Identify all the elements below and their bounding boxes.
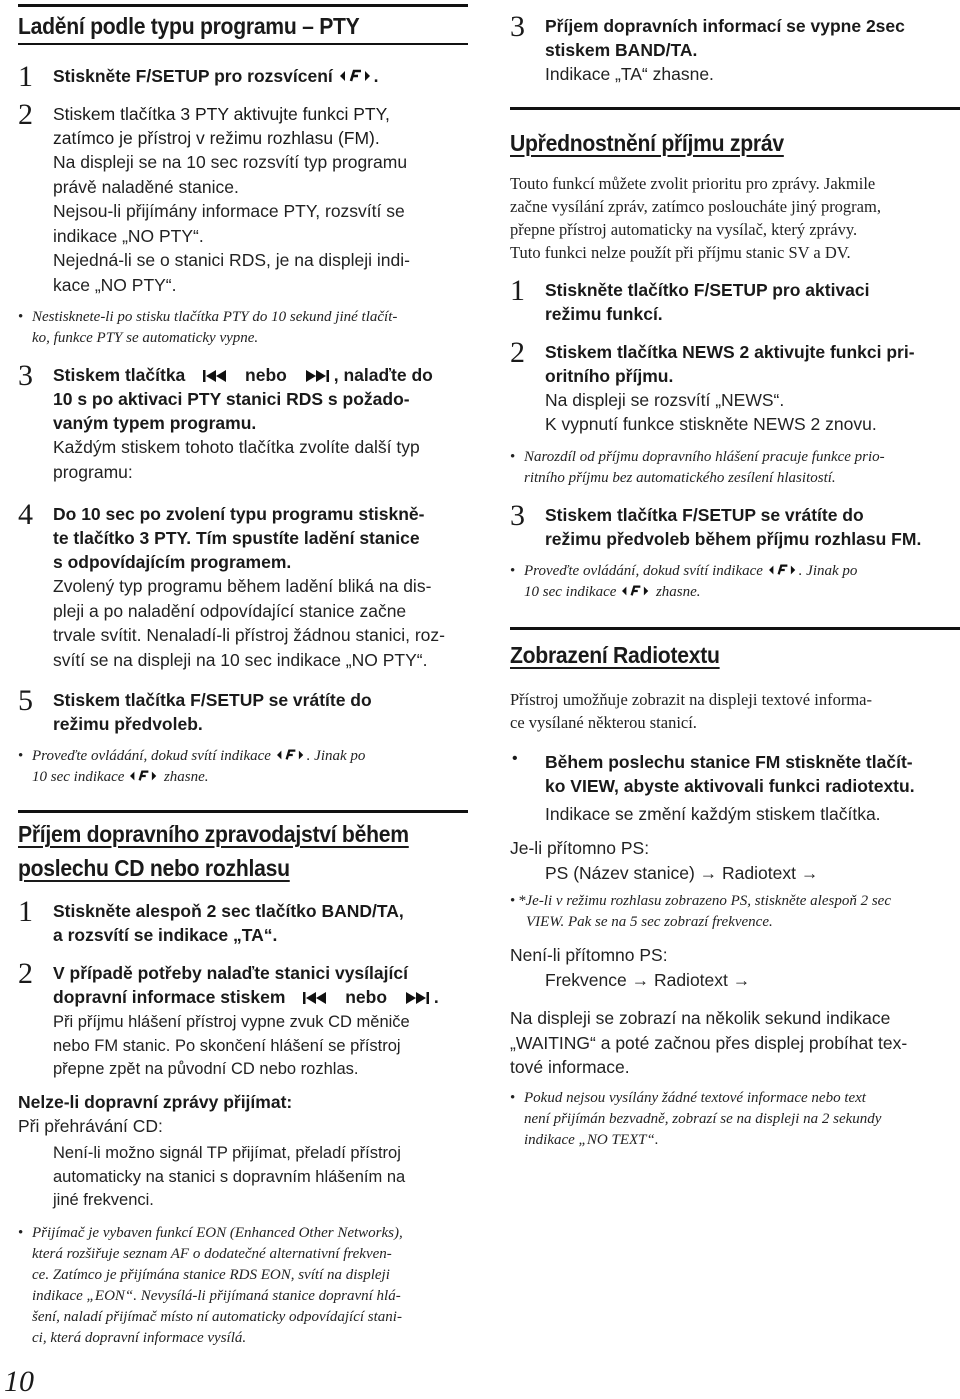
af-indicator-icon — [621, 584, 651, 598]
news-step-1: 1 Stiskněte tlačítko F/SETUP pro aktivaci režimu funkcí. — [510, 273, 870, 324]
news-note-1: • Narozdíl od příjmu dopravního hlášení pracuje funkce prio- ritního příjmu bez automatického zesílení hlasitostí. — [510, 447, 960, 489]
af-indicator-icon — [276, 748, 306, 762]
arrow-right-icon: → — [631, 969, 650, 990]
seek-forward-icon — [302, 369, 332, 383]
news-step-3: 3 Stiskem tlačítka F/SETUP se vrátíte do režimu předvoleb během příjmu rozhlasu FM. — [510, 498, 922, 549]
news-section-header — [510, 107, 960, 158]
ta-cannot-text: Není-li možno signál TP přijímat, přeladí přístroj automaticky na stanici s dopravním hlášením na jiné frekvenci. — [53, 1144, 406, 1209]
af-indicator-icon — [129, 769, 159, 783]
ta-eon-note: • Přijímač je vybaven funkcí EON (Enhanced Other Networks), která rozšiřuje seznam AF o dodatečné alternativní frekven- ce. Zatímco je přijímána stanice RDS EON, svítí na displeji indikace „EON“. Nevysílá-li přijímaná stanice dopravní hlá- šení, naladí přijímač místo ní automaticky odpovídající stani- ci, která dopravní informace vysílá. — [18, 1223, 468, 1349]
ta-cannot-subheading: Při přehrávání CD: — [18, 1115, 163, 1136]
news-title: Upřednostnění příjmu zpráv — [510, 129, 784, 156]
pty-step-4: 4 Do 10 sec po zvolení typu programu stiskně- te tlačítko 3 PTY. Tím spustíte ladění stanice s odpovídajícím programem. Zvolený typ programu během ladění bliká na dis- pleji a po naladění odpovídající stanice začne trvale svítit. Nenaladí-li přístroj žádnou stanici, roz- svítí se na displeji na 10 sec indikace „NO PTY“. — [18, 498, 445, 670]
left-column — [18, 0, 468, 1349]
step-number: 1 — [18, 60, 33, 93]
pty-step-5: 5 Stiskem tlačítka F/SETUP se vrátíte do režimu předvoleb. — [18, 684, 372, 734]
ta-section-header — [18, 810, 468, 883]
ta-step-1: 1 Stiskněte alespoň 2 sec tlačítko BAND/TA, a rozsvítí se indikace „TA“. — [18, 895, 404, 945]
ta-step-3: 3 Příjem dopravních informací se vypne 2sec stiskem BAND/TA. Indikace „TA“ zhasne. — [510, 10, 905, 84]
seek-back-icon — [300, 991, 330, 1005]
af-indicator-icon — [339, 68, 373, 84]
pty-step2-text: Na displeji se na 10 sec rozsvítí typ programu právě naladěné stanice. Nejsou-li přijímány informace PTY, rozsvítí se indikace „NO PTY“. Nejedná-li se o stanici RDS, je na displeji indi- kace „NO PTY“. — [53, 152, 410, 295]
rt-no-text-note: • Pokud nejsou vysílány žádné textové informace nebo text není přijímán bezvadně, zobrazí se na displeji na 2 sekundy indikace „NO TEXT“. — [510, 1088, 960, 1151]
pty-step-2: 2 Stiskem tlačítka 3 PTY aktivujte funkci PTY, zatímco je přístroj v režimu rozhlasu (FM). Na displeji se na 10 sec rozsvítí typ programu právě naladěné stanice. Nejsou-li přijímány informace PTY, rozsvítí se indikace „NO PTY“. Nejedná-li se o stanici RDS, je na displeji indi- kace „NO PTY“. — [18, 102, 468, 297]
right-column — [510, 0, 960, 1151]
seek-forward-icon — [402, 991, 432, 1005]
rt-title: Zobrazení Radiotextu — [510, 641, 720, 668]
af-indicator-icon — [768, 563, 798, 577]
rt-bullet-dot: • — [512, 749, 518, 767]
pty-note-1: • Nestisknete-li po stisku tlačítka PTY do 10 sekund jiné tlačít- ko, funkce PTY se automaticky vypne. — [18, 307, 468, 349]
rt-section-header — [510, 627, 960, 670]
pty-step2-bold: Stiskem tlačítka 3 PTY aktivujte funkci PTY, zatímco je přístroj v režimu rozhlasu (FM). — [53, 104, 390, 148]
rt-waiting-text: Na displeji se zobrazí na několik sekund indikace „WAITING“ a poté začnou přes displej probíhat tex- tové informace. — [510, 1008, 908, 1077]
ta-title-line-2: poslechu CD nebo rozhlasu — [18, 855, 290, 881]
rt-ps-note: • *Je-li v režimu rozhlasu zobrazeno PS, stiskněte alespoň 2 sec VIEW. Pak se na 5 sec zobrazí frekvence. — [510, 891, 960, 933]
rt-ps-heading: Je-li přítomno PS: — [510, 838, 650, 858]
page-number: 10 — [4, 1365, 34, 1398]
ta-step-2: 2 V případě potřeby nalaďte stanici vysílající dopravní informace stiskem nebo . Při příjmu hlášení přístroj vypne zvuk CD měniče nebo FM stanic. Po skončení hlášení se přístroj přepne zpět na původní CD nebo rozhlas. — [18, 957, 439, 1078]
rt-nops-sequence: Frekvence → Radiotext → — [545, 969, 751, 990]
rt-intro: Přístroj umožňuje zobrazit na displeji textové informa- ce vysílané některou stanicí. — [510, 689, 872, 732]
news-note-2: • Proveďte ovládání, dokud svítí indikace . Jinak po 10 sec indikace zhasne. — [510, 561, 960, 603]
seek-back-icon — [200, 369, 230, 383]
ta-cannot-heading: Nelze-li dopravní zprávy přijímat: — [18, 1091, 293, 1112]
rt-ps-sequence: PS (Název stanice) → Radiotext → — [545, 862, 819, 883]
pty-note-2: • Proveďte ovládání, dokud svítí indikace . Jinak po 10 sec indikace zhasne. — [18, 746, 468, 788]
pty-step-1: 1 Stiskněte F/SETUP pro rozsvícení . — [18, 60, 379, 93]
arrow-right-icon: → — [800, 862, 819, 883]
pty-step-3: 3 Stiskem tlačítka nebo , nalaďte do 10 s po aktivaci PTY stanici RDS s požado- vaným typem programu. Každým stiskem tohoto tlačítka zvolíte další typ programu: — [18, 359, 433, 482]
rt-nops-heading: Není-li přítomno PS: — [510, 945, 668, 965]
news-step-2: 2 Stiskem tlačítka NEWS 2 aktivujte funkci pri- oritního příjmu. Na displeji se rozsvítí „NEWS“. K vypnutí funkce stiskněte NEWS 2 znovu. — [510, 335, 915, 434]
pty-section-header — [18, 4, 468, 45]
ta-title-line-1: Příjem dopravního zpravodajství během — [18, 821, 409, 847]
rt-step: • Během poslechu stanice FM stiskněte tlačít- ko VIEW, abyste aktivovali funkci radiotextu. Indikace se změní každým stiskem tlačítka. — [512, 749, 915, 824]
news-intro: Touto funkcí můžete zvolit prioritu pro zprávy. Jakmile začne vysílání zpráv, zatímco posloucháte jiný program, přepne přístroj automaticky na vysílač, který zprávy. Tuto funkci nelze použít při příjmu stanic SV a DV. — [510, 173, 881, 262]
pty-title: Ladění podle typu programu – PTY — [18, 13, 360, 39]
arrow-right-icon: → — [699, 862, 718, 883]
arrow-right-icon: → — [732, 969, 751, 990]
